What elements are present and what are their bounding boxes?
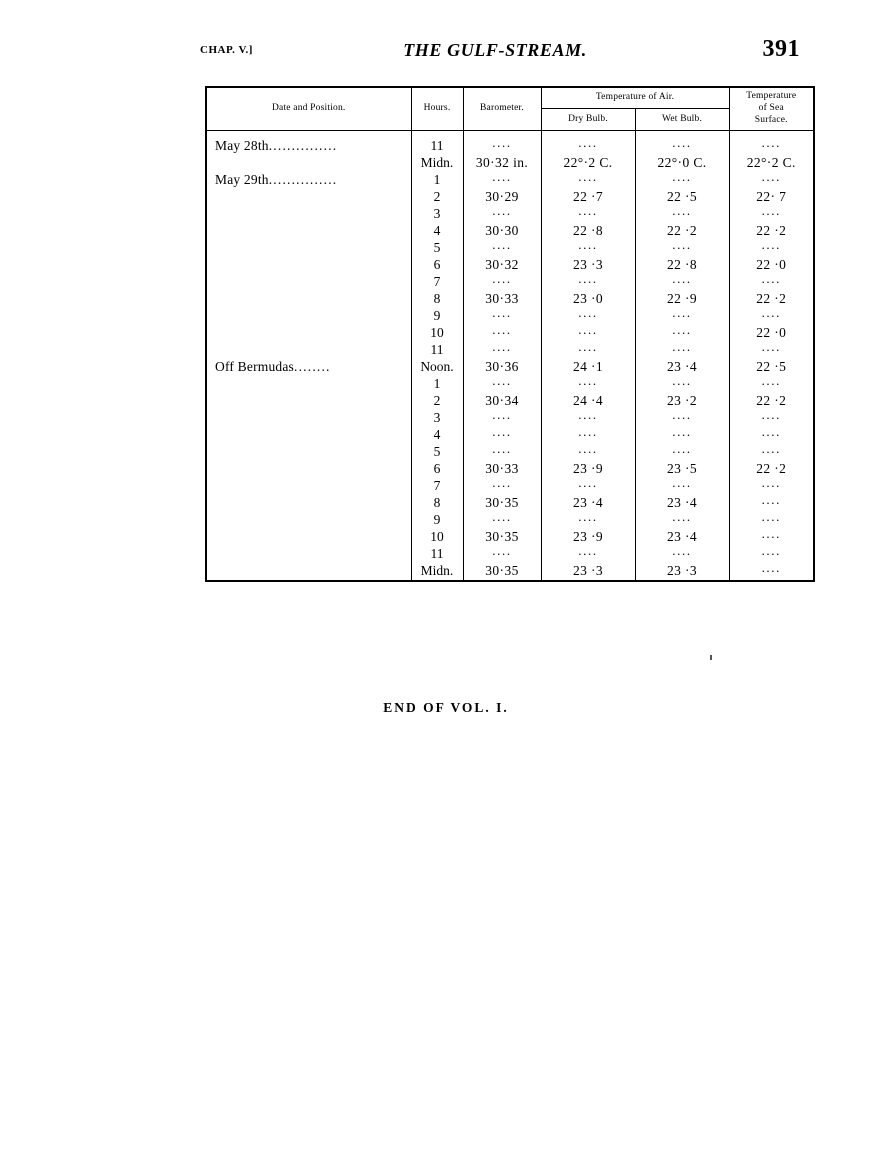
table-body (206, 130, 814, 581)
cell-sea-surface-text: .... (761, 492, 781, 508)
cell-sea-surface-text: 22 ·5 (756, 359, 787, 375)
cell-dry-bulb (541, 509, 635, 529)
cell-wet-bulb-text: .... (672, 441, 692, 457)
cell-hour-text: 10 (430, 529, 444, 545)
cell-sea-surface-text: .... (761, 509, 781, 525)
cell-hour-text: 6 (433, 257, 441, 273)
cell-dry-bulb (541, 441, 635, 461)
cell-sea-surface (729, 305, 814, 325)
cell-hour (411, 189, 463, 206)
cell-sea-surface-text: .... (761, 339, 781, 355)
cell-sea-surface (729, 271, 814, 291)
cell-barometer (463, 373, 541, 393)
cell-wet-bulb-text: .... (672, 271, 692, 287)
cell-hour (411, 138, 463, 155)
page-title: THE GULF-STREAM. (403, 40, 587, 60)
cell-sea-surface-text: .... (761, 237, 781, 253)
sea-surface-line-3: Surface. (754, 114, 788, 125)
cell-wet-bulb-text: .... (672, 339, 692, 355)
cell-hour (411, 257, 463, 274)
cell-position (206, 410, 411, 427)
cell-hour-text: 11 (430, 138, 444, 154)
cell-sea-surface-text: 22 ·2 (756, 393, 787, 409)
table-row (206, 444, 814, 461)
cell-wet-bulb (635, 509, 729, 529)
cell-position (206, 274, 411, 291)
cell-hour (411, 495, 463, 512)
cell-hour-text: Noon. (420, 359, 454, 375)
table-row (206, 172, 814, 189)
cell-position (206, 155, 411, 172)
cell-wet-bulb (635, 475, 729, 495)
table-row (206, 342, 814, 359)
cell-sea-surface-text: .... (761, 560, 781, 576)
cell-dry-bulb-text: .... (578, 509, 598, 525)
cell-sea-surface-text: .... (761, 526, 781, 542)
cell-wet-bulb-text: 23 ·4 (666, 359, 698, 375)
cell-sea-surface-text: 22 ·0 (756, 257, 787, 273)
cell-position (206, 342, 411, 359)
cell-barometer-text: .... (492, 407, 512, 423)
cell-sea-surface-text: .... (761, 543, 781, 559)
position-leader: ............... (268, 138, 338, 154)
cell-wet-bulb (635, 373, 729, 393)
cell-hour-text: 5 (433, 240, 441, 256)
table-row (206, 376, 814, 393)
cell-barometer-text: .... (492, 169, 512, 185)
cell-barometer-text: 30·35 (485, 529, 519, 545)
cell-dry-bulb-text: .... (578, 407, 598, 423)
cell-wet-bulb (635, 441, 729, 461)
cell-hour (411, 359, 463, 376)
cell-barometer-text: .... (492, 237, 512, 253)
cell-hour (411, 325, 463, 342)
cell-dry-bulb-text: .... (578, 135, 598, 151)
cell-hour (411, 308, 463, 325)
cell-position (206, 461, 411, 478)
cell-barometer (463, 509, 541, 529)
col-header-position: Date and Position. (206, 87, 411, 130)
cell-position (206, 529, 411, 546)
cell-position (206, 223, 411, 240)
table-row (206, 512, 814, 529)
cell-barometer (463, 169, 541, 189)
cell-wet-bulb-text: .... (672, 322, 692, 338)
cell-dry-bulb-text: .... (578, 237, 598, 253)
cell-dry-bulb (541, 563, 635, 581)
cell-hour (411, 155, 463, 172)
cell-hour (411, 563, 463, 581)
cell-dry-bulb (541, 543, 635, 563)
cell-barometer-text: .... (492, 424, 512, 440)
cell-sea-surface-text: 22· 7 (756, 189, 787, 205)
cell-wet-bulb-text: 23 ·4 (666, 529, 698, 545)
cell-barometer (463, 563, 541, 581)
cell-dry-bulb (541, 169, 635, 189)
cell-dry-bulb-text: .... (578, 169, 598, 185)
cell-position (206, 189, 411, 206)
page-speck (710, 655, 712, 660)
cell-position (206, 376, 411, 393)
cell-wet-bulb-text: 23 ·3 (666, 563, 698, 579)
cell-position (206, 291, 411, 308)
cell-barometer-text: .... (492, 135, 512, 151)
cell-wet-bulb (635, 237, 729, 257)
position-label: Off Bermudas (215, 359, 295, 375)
cell-wet-bulb (635, 169, 729, 189)
cell-sea-surface-text: .... (761, 475, 781, 491)
cell-wet-bulb (635, 203, 729, 223)
cell-barometer (463, 475, 541, 495)
cell-dry-bulb-text: 23 ·3 (572, 257, 604, 273)
cell-dry-bulb-text: .... (578, 271, 598, 287)
table-row (206, 546, 814, 563)
cell-sea-surface-text: 22 ·2 (756, 223, 787, 239)
cell-dry-bulb-text: .... (578, 475, 598, 491)
cell-barometer-text: 30·34 (485, 393, 519, 409)
cell-sea-surface-text: .... (761, 407, 781, 423)
cell-wet-bulb (635, 135, 729, 155)
cell-position (206, 512, 411, 529)
position-label: May 28th (215, 138, 269, 154)
cell-hour-text: 5 (433, 444, 441, 460)
cell-barometer-text: 30·29 (485, 189, 519, 205)
cell-wet-bulb (635, 543, 729, 563)
cell-sea-surface (729, 203, 814, 223)
cell-position (206, 257, 411, 274)
cell-barometer (463, 339, 541, 359)
cell-dry-bulb-text: .... (578, 339, 598, 355)
cell-hour-text: Midn. (420, 563, 454, 579)
cell-sea-surface-text: .... (761, 373, 781, 389)
cell-hour-text: 7 (433, 478, 441, 494)
cell-hour (411, 529, 463, 546)
table-row (206, 206, 814, 223)
cell-position (206, 495, 411, 512)
cell-wet-bulb (635, 339, 729, 359)
cell-hour-text: 2 (433, 393, 441, 409)
cell-sea-surface (729, 135, 814, 155)
cell-wet-bulb-text: .... (672, 509, 692, 525)
cell-dry-bulb-text: 23 ·9 (572, 461, 604, 477)
table-row (206, 563, 814, 581)
cell-wet-bulb-text: .... (672, 203, 692, 219)
cell-dry-bulb-text: .... (578, 305, 598, 321)
cell-sea-surface (729, 373, 814, 393)
table-head (206, 87, 814, 130)
cell-position (206, 172, 411, 189)
observation-table-wrapper (205, 86, 797, 582)
cell-barometer (463, 237, 541, 257)
cell-hour-text: 11 (430, 342, 444, 358)
cell-wet-bulb-text: .... (672, 135, 692, 151)
table-header-row-1 (206, 87, 814, 109)
cell-hour (411, 342, 463, 359)
cell-barometer-text: .... (492, 339, 512, 355)
cell-sea-surface (729, 237, 814, 257)
cell-wet-bulb-text: .... (672, 169, 692, 185)
cell-position (206, 308, 411, 325)
position-leader: ........ (294, 359, 331, 375)
cell-dry-bulb-text: 23 ·9 (572, 529, 604, 545)
cell-hour-text: 8 (433, 495, 441, 511)
cell-position (206, 444, 411, 461)
cell-dry-bulb-text: .... (578, 441, 598, 457)
cell-sea-surface-text: .... (761, 169, 781, 185)
cell-wet-bulb (635, 563, 729, 581)
position-leader: ............... (268, 172, 338, 188)
cell-sea-surface-text: 22 ·0 (756, 325, 787, 341)
cell-hour-text: 9 (433, 512, 441, 528)
cell-position (206, 478, 411, 495)
cell-sea-surface-text: 22°·2 C. (746, 155, 796, 171)
cell-dry-bulb-text: .... (578, 203, 598, 219)
cell-wet-bulb (635, 271, 729, 291)
position-label: May 29th (215, 172, 269, 188)
cell-position (206, 325, 411, 342)
cell-barometer (463, 135, 541, 155)
cell-barometer-text: 30·32 in. (475, 155, 529, 171)
cell-wet-bulb-text: .... (672, 424, 692, 440)
cell-wet-bulb-text: .... (672, 543, 692, 559)
cell-barometer (463, 271, 541, 291)
cell-barometer-text: .... (492, 322, 512, 338)
cell-barometer-text: 30·33 (485, 461, 519, 477)
cell-barometer-text: .... (492, 509, 512, 525)
cell-hour (411, 478, 463, 495)
cell-position (206, 546, 411, 563)
cell-wet-bulb-text: 22 ·2 (666, 223, 698, 239)
cell-sea-surface-text: .... (761, 424, 781, 440)
cell-hour (411, 461, 463, 478)
cell-position (206, 138, 411, 155)
cell-wet-bulb-text: 22 ·8 (666, 257, 698, 273)
cell-wet-bulb-text: 23 ·2 (666, 393, 698, 409)
cell-wet-bulb-text: .... (672, 305, 692, 321)
cell-wet-bulb-text: 23 ·4 (666, 495, 698, 511)
cell-sea-surface (729, 339, 814, 359)
cell-hour-text: 6 (433, 461, 441, 477)
cell-wet-bulb-text: 22 ·5 (666, 189, 698, 205)
cell-sea-surface-text: .... (761, 203, 781, 219)
cell-sea-surface (729, 169, 814, 189)
cell-hour-text: 10 (430, 325, 444, 341)
cell-wet-bulb-text: 22 ·9 (666, 291, 698, 307)
cell-dry-bulb-text: 24 ·4 (572, 393, 604, 409)
cell-dry-bulb (541, 135, 635, 155)
sea-surface-line-1: Temperature (746, 91, 797, 101)
cell-barometer-text: 30·30 (485, 223, 519, 239)
cell-barometer-text: 30·36 (485, 359, 519, 375)
cell-barometer-text: 30·33 (485, 291, 519, 307)
cell-dry-bulb-text: .... (578, 424, 598, 440)
cell-hour (411, 427, 463, 444)
col-header-sea-surface (729, 87, 814, 130)
table-row (206, 274, 814, 291)
cell-hour-text: 3 (433, 410, 441, 426)
cell-dry-bulb (541, 271, 635, 291)
cell-hour (411, 512, 463, 529)
cell-hour-text: 11 (430, 546, 444, 562)
chapter-marker: CHAP. V.] (200, 44, 253, 56)
cell-dry-bulb-text: 22°·2 C. (563, 155, 613, 171)
cell-hour-text: 1 (433, 172, 441, 188)
cell-barometer (463, 441, 541, 461)
cell-dry-bulb-text: 23 ·4 (572, 495, 604, 511)
cell-hour (411, 240, 463, 257)
cell-barometer-text: .... (492, 305, 512, 321)
cell-barometer-text: .... (492, 271, 512, 287)
cell-sea-surface-text: 22 ·2 (756, 291, 787, 307)
cell-sea-surface-text: 22 ·2 (756, 461, 787, 477)
colophon: END OF VOL. I. (383, 700, 509, 715)
cell-dry-bulb-text: 23 ·3 (572, 563, 604, 579)
cell-hour (411, 223, 463, 240)
cell-wet-bulb-text: .... (672, 373, 692, 389)
cell-hour (411, 376, 463, 393)
cell-barometer-text: .... (492, 475, 512, 491)
cell-sea-surface-text: .... (761, 305, 781, 321)
cell-barometer-text: 30·35 (485, 495, 519, 511)
cell-dry-bulb-text: .... (578, 373, 598, 389)
cell-wet-bulb-text: .... (672, 237, 692, 253)
cell-dry-bulb (541, 237, 635, 257)
table-row (206, 138, 814, 155)
cell-barometer-text: 30·35 (485, 563, 519, 579)
cell-hour-text: 3 (433, 206, 441, 222)
cell-hour (411, 206, 463, 223)
cell-position (206, 240, 411, 257)
cell-hour (411, 546, 463, 563)
cell-hour-text: 9 (433, 308, 441, 324)
cell-dry-bulb-text: 22 ·7 (572, 189, 604, 205)
cell-position (206, 359, 411, 376)
cell-hour-text: 7 (433, 274, 441, 290)
cell-hour (411, 393, 463, 410)
cell-barometer-text: 30·32 (485, 257, 519, 273)
cell-sea-surface-text: .... (761, 441, 781, 457)
cell-hour-text: Midn. (420, 155, 454, 171)
cell-hour (411, 172, 463, 189)
cell-dry-bulb (541, 339, 635, 359)
cell-hour-text: 2 (433, 189, 441, 205)
cell-dry-bulb (541, 475, 635, 495)
cell-position (206, 427, 411, 444)
running-head (200, 36, 800, 62)
page-number: 391 (762, 36, 800, 62)
cell-barometer (463, 543, 541, 563)
table-row (206, 240, 814, 257)
cell-position (206, 393, 411, 410)
cell-dry-bulb-text: 24 ·1 (572, 359, 604, 375)
cell-hour-text: 1 (433, 376, 441, 392)
cell-barometer-text: .... (492, 373, 512, 389)
cell-sea-surface (729, 560, 814, 581)
cell-dry-bulb-text: .... (578, 543, 598, 559)
cell-dry-bulb (541, 203, 635, 223)
cell-hour (411, 444, 463, 461)
cell-dry-bulb-text: 22 ·8 (572, 223, 604, 239)
cell-barometer (463, 203, 541, 223)
cell-sea-surface (729, 441, 814, 461)
cell-wet-bulb-text: 23 ·5 (666, 461, 698, 477)
cell-sea-surface-text: .... (761, 135, 781, 151)
table-row (206, 478, 814, 495)
cell-position (206, 563, 411, 581)
cell-dry-bulb-text: .... (578, 322, 598, 338)
col-header-dry-bulb: Dry Bulb. (541, 109, 635, 130)
cell-hour (411, 274, 463, 291)
cell-barometer-text: .... (492, 441, 512, 457)
cell-hour (411, 291, 463, 308)
col-header-temperature-of-air: Temperature of Air. (541, 87, 729, 109)
cell-dry-bulb (541, 373, 635, 393)
cell-sea-surface-text: .... (761, 271, 781, 287)
cell-position (206, 206, 411, 223)
col-header-hours: Hours. (411, 87, 463, 130)
col-header-barometer: Barometer. (463, 87, 541, 130)
cell-barometer-text: .... (492, 543, 512, 559)
cell-dry-bulb-text: 23 ·0 (572, 291, 604, 307)
col-header-wet-bulb: Wet Bulb. (635, 109, 729, 130)
cell-wet-bulb-text: .... (672, 407, 692, 423)
cell-hour-text: 4 (433, 427, 441, 443)
cell-hour-text: 4 (433, 223, 441, 239)
cell-hour-text: 8 (433, 291, 441, 307)
observation-table (205, 86, 815, 582)
cell-wet-bulb-text: 22°·0 C. (657, 155, 707, 171)
cell-barometer-text: .... (492, 203, 512, 219)
cell-hour (411, 410, 463, 427)
sea-surface-line-2: of Sea (758, 102, 784, 113)
cell-wet-bulb-text: .... (672, 475, 692, 491)
